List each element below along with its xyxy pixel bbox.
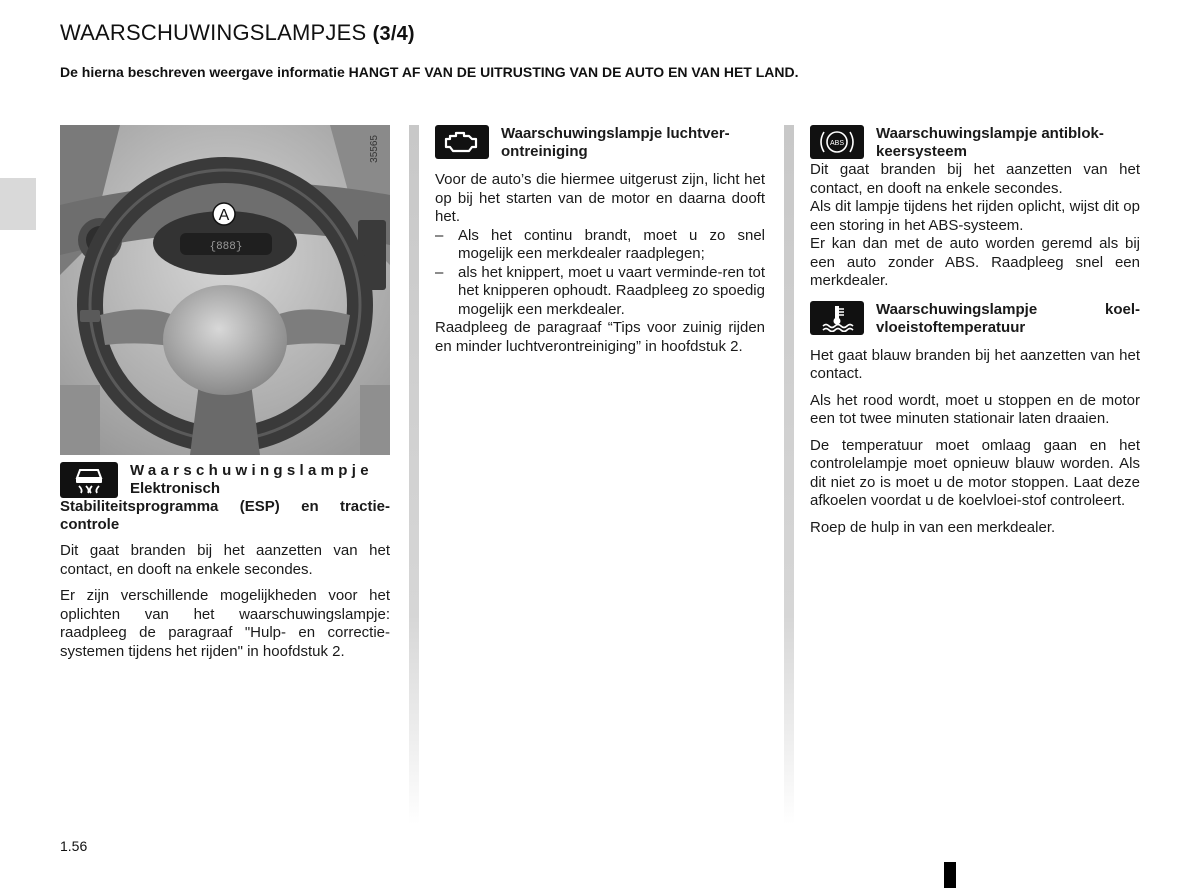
right-column bbox=[810, 125, 1140, 537]
esp-title-line1: Waarschuwingslampje bbox=[130, 462, 373, 479]
column-divider-2 bbox=[784, 125, 794, 825]
page-title-text: WAARSCHUWINGSLAMPJES bbox=[60, 20, 367, 45]
list-item: – als het knippert, moet u vaart verminde-ren tot het knipperen ophoudt. Raadpleeg zo spoedig mogelijk een merkdealer. bbox=[435, 264, 765, 320]
abs-title: Waarschuwingslampje antiblok-keersysteem bbox=[876, 125, 1104, 160]
middle-column bbox=[435, 125, 765, 356]
esp-section bbox=[60, 462, 390, 661]
intro-text: De hierna beschreven weergave informatie HANGT AF VAN DE UITRUSTING VAN DE AUTO EN VAN HET LAND. bbox=[60, 64, 799, 80]
page-title bbox=[60, 20, 415, 46]
list-item: – Als het continu brandt, moet u zo snel mogelijk een merkdealer raadplegen; bbox=[435, 227, 765, 264]
coolant-title: Waarschuwingslampje koel-vloeistoftemperatuur bbox=[876, 300, 1140, 336]
esp-heading bbox=[60, 462, 390, 498]
coolant-temperature-icon bbox=[810, 301, 864, 335]
pollution-paragraph-1: Voor de auto’s die hiermee uitgerust zijn, licht het op bij het starten van de motor en daarna dooft het. bbox=[435, 171, 765, 225]
esp-paragraph-1: Dit gaat branden bij het aanzetten van het contact, en dooft na enkele secondes. bbox=[60, 542, 390, 578]
page-title-part: (3/4) bbox=[372, 23, 415, 45]
abs-paragraph-2: Als dit lampje tijdens het rijden oplicht, wijst dit op een storing in het ABS-systeem. bbox=[810, 198, 1140, 234]
callout-a-label: A bbox=[218, 207, 230, 224]
abs-icon bbox=[810, 125, 864, 159]
coolant-paragraph-1: Het gaat blauw branden bij het aanzetten van het contact. bbox=[810, 346, 1140, 382]
column-divider-1 bbox=[409, 125, 419, 825]
pollution-title: Waarschuwingslampje luchtver-ontreiniging bbox=[501, 125, 730, 160]
coolant-heading bbox=[810, 301, 1140, 337]
left-column bbox=[60, 125, 390, 661]
abs-icon-text: ABS bbox=[829, 140, 845, 147]
abs-paragraph-3: Er kan dan met de auto worden geremd als bij een auto zonder ABS. Raadpleeg snel een merkdealer. bbox=[810, 235, 1140, 289]
esp-skidding-car-icon bbox=[60, 462, 118, 498]
engine-pollution-icon bbox=[435, 125, 489, 159]
page-number: 1.56 bbox=[60, 838, 88, 854]
pollution-paragraph-2: Raadpleeg de paragraaf “Tips voor zuinig rijden en minder luchtverontreiniging” in hoofdstuk 2. bbox=[435, 319, 765, 355]
esp-title-rest: Stabiliteitsprogramma (ESP) en tractie-controle bbox=[60, 498, 390, 533]
esp-paragraph-2: Er zijn verschillende mogelijkheden voor het oplichten van het waarschuwingslampje: raadpleeg de paragraaf "Hulp- en correctie-systemen tijdens het rijden" in hoofdstuk 2. bbox=[60, 587, 390, 660]
coolant-paragraph-4: Roep de hulp in van een merkdealer. bbox=[810, 518, 1056, 536]
esp-title-line2: Elektronisch bbox=[130, 480, 221, 497]
coolant-paragraph-3: De temperatuur moet omlaag gaan en het controlelampje moet opnieuw blauw worden. Als dit niet zo is moet u de motor stoppen. Laat deze afkoelen voordat u de koelvloei-stof controleert. bbox=[810, 436, 1140, 509]
abs-paragraph-1: Dit gaat branden bij het aanzetten van het contact, en dooft na enkele secondes. bbox=[810, 161, 1140, 197]
page-corner-mark bbox=[944, 862, 956, 888]
abs-heading bbox=[810, 125, 1140, 161]
photo-reference-code: 35565 bbox=[368, 135, 380, 163]
chapter-side-tab bbox=[0, 178, 36, 230]
pollution-list bbox=[435, 227, 765, 320]
coolant-paragraph-2: Als het rood wordt, moet u stoppen en de motor een tot twee minuten stationair laten draaien. bbox=[810, 391, 1140, 427]
pollution-heading bbox=[435, 125, 765, 161]
dashboard-illustration bbox=[60, 125, 390, 455]
dashboard-steering-wheel-photo bbox=[60, 125, 390, 455]
svg-text:{888}: {888} bbox=[209, 241, 243, 253]
